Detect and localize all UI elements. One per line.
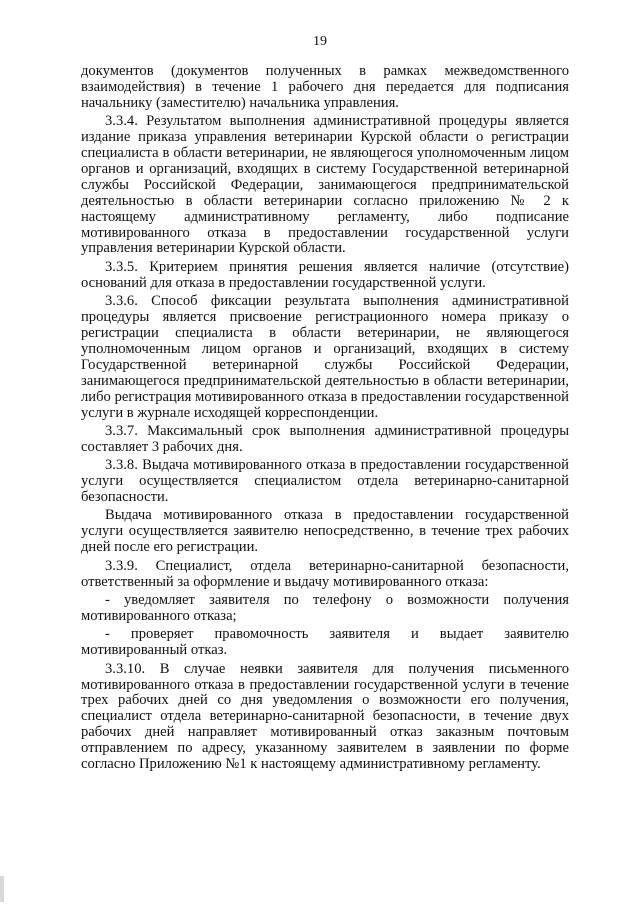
paragraph-3-3-4: 3.3.4. Результатом выполнения административной процедуры является издание приказа управления ветеринарии Курской области о регистрации специалиста в области ветеринарии, не являющегося уполномоченным лицом органов и организаций, входящих в систему Государственной ветеринарной службы Российской Федерации, занимающегося предпринимательской деятельностью в области ветеринарии согласно приложению № 2 к настоящему административному регламенту, либо подписание мотивированного отказа в предоставлении государственной услуги управления ветеринарии Курской области. <box>81 113 569 257</box>
paragraph-continuation: документов (документов полученных в рамках межведомственного взаимодействия) в течение 1 рабочего дня передается для подписания начальнику (заместителю) начальника управления. <box>81 63 569 111</box>
paragraph-3-3-6: 3.3.6. Способ фиксации результата выполнения административной процедуры является присвоение регистрационного номера приказу о регистрации специалиста в области ветеринарии, не являющегося уполномоченным лицом органов и организаций, входящих в систему Государственной ветеринарной службы Российской Федерации, занимающегося предпринимательской деятельностью в области ветеринарии, либо регистрация мотивированного отказа в предоставлении государственной услуги в журнале исходящей корреспонденции. <box>81 293 569 421</box>
paragraph-delivery: Выдача мотивированного отказа в предоставлении государственной услуги осуществляется заявителю непосредственно, в течение трех рабочих дней после его регистрации. <box>81 507 569 556</box>
list-item-notify: - уведомляет заявителя по телефону о возможности получения мотивированного отказа; <box>81 592 569 624</box>
scan-edge-mark <box>0 876 4 902</box>
paragraph-3-3-10: 3.3.10. В случае неявки заявителя для получения письменного мотивированного отказа в предоставлении государственной услуги в течение трех рабочих дней со дня уведомления о возможности его получения, специалист отдела ветеринарно-санитарной безопасности, в течение двух рабочих дней направляет мотивированный отказ заказным почтовым отправлением по адресу, указанному заявителем в заявлении по форме согласно Приложению №1 к настоящему административному регламенту. <box>81 660 569 773</box>
document-body <box>81 64 569 775</box>
paragraph-3-3-7: 3.3.7. Максимальный срок выполнения административной процедуры составляет 3 рабочих дня. <box>81 422 569 455</box>
paragraph-3-3-8: 3.3.8. Выдача мотивированного отказа в предоставлении государственной услуги осуществляется специалистом отдела ветеринарно-санитарной безопасности. <box>81 457 569 506</box>
paragraph-3-3-9: 3.3.9. Специалист, отдела ветеринарно-санитарной безопасности, ответственный за оформление и выдачу мотивированного отказа: <box>81 557 569 590</box>
paragraph-3-3-5: 3.3.5. Критерием принятия решения является наличие (отсутствие) оснований для отказа в предоставлении государственной услуги. <box>81 258 569 291</box>
page-number: 19 <box>313 34 327 49</box>
list-item-verify: - проверяет правомочность заявителя и выдает заявителю мотивированный отказ. <box>81 626 569 659</box>
